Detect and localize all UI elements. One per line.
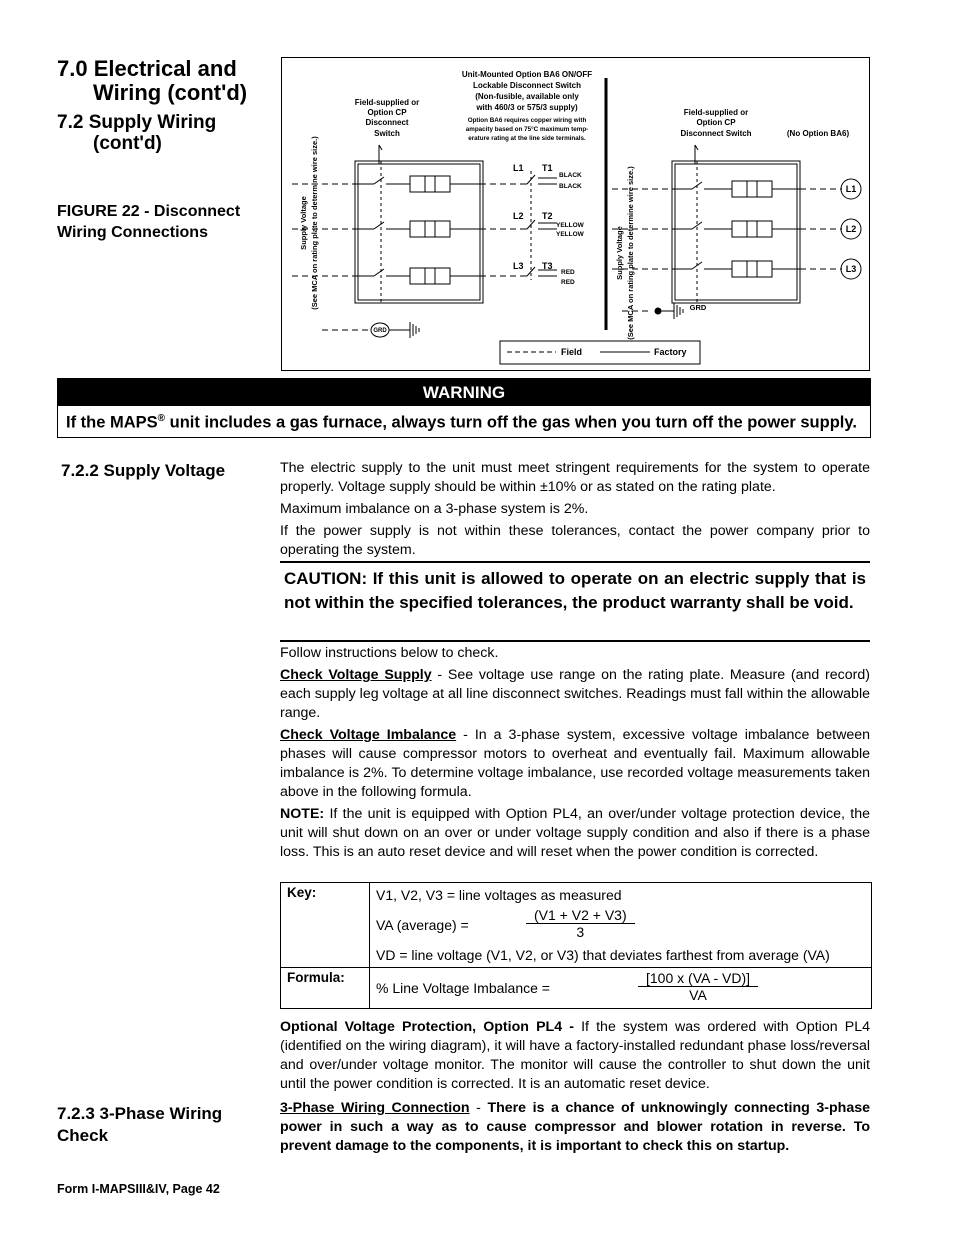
figure-caption: FIGURE 22 - Disconnect Wiring Connections <box>57 203 241 241</box>
page-footer: Form I-MAPSIII&IV, Page 42 <box>57 1182 220 1196</box>
terminal-circle-l1: L1 <box>845 184 857 194</box>
warning-header: WARNING <box>58 379 870 406</box>
line-label-l2: L2 <box>513 211 524 221</box>
va-label: VA (average) = <box>376 917 469 933</box>
subsection-title-line2: (cont'd) <box>93 133 162 154</box>
terminal-circle-l2: L2 <box>845 224 857 234</box>
table-row-key <box>281 883 872 968</box>
warning-box <box>57 378 871 438</box>
supply-voltage-p1: The electric supply to the unit must meet stringent requirements for the system to operate properly. Voltage supply should be within ±10% or as stated on the rating plate. <box>280 460 870 495</box>
pl4-paragraph <box>280 1018 870 1097</box>
subsection-title <box>57 112 216 154</box>
imbalance-formula-table <box>280 882 872 1009</box>
formula-numerator: [100 x (VA - VD)] <box>638 970 758 987</box>
section-title <box>57 57 247 105</box>
wire-color-black-2: BLACK <box>559 183 582 190</box>
table-row-formula <box>281 968 872 1009</box>
phase-check-paragraph: 3-Phase Wiring Connection - There is a chance of unknowingly connecting 3-phase power in such a way as to cause compressor and blower rotation in reverse. To prevent damage to the components, it is important to check this on startup. <box>280 1100 871 1154</box>
formula-lhs: % Line Voltage Imbalance = <box>376 980 550 996</box>
right-disconnect-box <box>672 161 800 303</box>
mca-note-left: (See MCA on rating plate to determine wire size.) <box>310 136 319 310</box>
vd-line: VD = line voltage (V1, V2, or V3) that deviates farthest from average (VA) <box>376 947 830 963</box>
ba6-title-4: with 460/3 or 575/3 supply) <box>476 103 578 112</box>
ba6-title-1: Unit-Mounted Option BA6 ON/OFF <box>461 70 593 79</box>
key-line1: V1, V2, V3 = line voltages as measured <box>376 887 622 903</box>
check-voltage-imbalance: Check Voltage Imbalance - In a 3-phase system, excessive voltage imbalance between phases will cause compressor motors to overheat and eventually fail. Maximum allowable imbalance is 2%. To determine voltage imbalance, use recorded voltage measurements taken above in the following formula. <box>280 727 870 800</box>
terminal-label-t1: T1 <box>542 163 553 173</box>
ba6-note-3: erature rating at the line side terminals. <box>468 135 586 142</box>
caution-text: CAUTION: If this unit is allowed to operate on an electric supply that is not within the specified tolerances, the product warranty shall be void. <box>284 569 866 612</box>
left-switch-label-3: Disconnect <box>365 118 409 127</box>
key-content <box>370 883 872 968</box>
supply-voltage-right: Supply Voltage <box>615 226 624 280</box>
section-title-line1: 7.0 Electrical and <box>57 56 237 81</box>
right-switch-label-2: Option CP <box>696 118 736 127</box>
supply-voltage-heading: 7.2.2 Supply Voltage <box>61 461 226 480</box>
pl4-text: If the system was ordered with Option PL4 (identified on the wiring diagram), it will have a factory-installed redundant phase loss/reversal and over/under voltage monitor. The monitor will cause the controller to shut down the unit until the power condition is corrected. It is an automatic reset device. <box>280 1019 870 1092</box>
supply-voltage-p3: If the power supply is not within these tolerances, contact the power company prior to operating the system. <box>280 523 870 558</box>
terminal-label-t2: T2 <box>542 211 553 221</box>
grd-label-right: GRD <box>689 303 707 312</box>
wire-color-yellow-2: YELLOW <box>556 231 584 238</box>
va-numerator: (V1 + V2 + V3) <box>526 907 635 924</box>
wire-color-yellow-1: YELLOW <box>556 222 584 229</box>
line-label-l1: L1 <box>513 163 524 173</box>
phase-check-label: 3-Phase Wiring Connection <box>280 1100 470 1116</box>
disconnect-wiring-diagram <box>281 57 870 371</box>
supply-voltage-left: Supply Voltage <box>299 196 308 250</box>
left-disconnect-box <box>355 161 483 303</box>
formula-fraction <box>638 970 758 1003</box>
subsection-title-line1: 7.2 Supply Wiring <box>57 112 217 133</box>
pl4-note: NOTE: If the unit is equipped with Option PL4, an over/under voltage protection device, the unit will shut down on an over or under voltage supply condition and also if there is a phase loss. This is an auto reset device and will reset when the power condition is corrected. <box>280 806 870 860</box>
right-switch-label-1: Field-supplied or <box>683 108 749 117</box>
formula-denominator: VA <box>689 987 707 1003</box>
formula-content <box>370 968 872 1009</box>
check-instructions <box>280 644 870 865</box>
line-label-l3: L3 <box>513 261 524 271</box>
check-voltage-supply: Check Voltage Supply - See voltage use range on the rating plate. Measure (and record) each supply leg voltage at all line disconnect switches. Readings must fall within the allowable range. <box>280 667 871 721</box>
left-switch-label-4: Switch <box>374 129 400 138</box>
left-switch-label-2: Option CP <box>367 108 407 117</box>
wire-color-black-1: BLACK <box>559 172 582 179</box>
supply-voltage-p2: Maximum imbalance on a 3-phase system is 2%. <box>280 501 589 517</box>
legend-factory: Factory <box>654 347 687 357</box>
ba6-title-3: (Non-fusible, available only <box>475 92 579 101</box>
wire-color-red-1: RED <box>561 269 575 276</box>
caution-rule-top <box>280 561 870 563</box>
va-fraction <box>526 907 635 940</box>
wiring-svg <box>282 58 869 370</box>
terminal-circle-l3: L3 <box>845 264 857 274</box>
pl4-label: Optional Voltage Protection, Option PL4 - <box>280 1019 574 1035</box>
supply-voltage-intro <box>280 459 870 563</box>
ba6-note-2: ampacity based on 75°C maximum temp- <box>465 126 589 133</box>
wire-color-red-2: RED <box>561 279 575 286</box>
no-ba6-label: (No Option BA6) <box>786 129 850 138</box>
formula-label: Formula: <box>281 968 370 1009</box>
terminal-label-t3: T3 <box>542 261 553 271</box>
caution-rule-bottom <box>280 640 870 642</box>
warning-text: If the MAPS® unit includes a gas furnace, always turn off the gas when you turn off the power supply. <box>66 413 857 432</box>
right-switch-label-3: Disconnect Switch <box>680 129 752 138</box>
ba6-title-2: Lockable Disconnect Switch <box>472 81 582 90</box>
key-label: Key: <box>281 883 370 968</box>
follow-instructions: Follow instructions below to check. <box>280 645 499 661</box>
legend-field: Field <box>561 347 583 357</box>
mca-note-right: (See MCA on rating plate to determine wire size.) <box>626 166 635 340</box>
ba6-note-1: Option BA6 requires copper wiring with <box>467 117 587 124</box>
phase-check-text: There is a chance of unknowingly connecting 3-phase power in such a way as to cause compressor and blower rotation in reverse. To prevent damage to the components, it is important to check this on startup. <box>280 1100 871 1154</box>
left-switch-label-1: Field-supplied or <box>354 98 420 107</box>
grd-label-left: GRD <box>373 328 387 334</box>
va-denominator: 3 <box>576 924 585 940</box>
section-title-line2: Wiring (cont'd) <box>93 80 248 105</box>
phase-check-heading: 7.2.3 3-Phase Wiring Check <box>57 1104 223 1145</box>
